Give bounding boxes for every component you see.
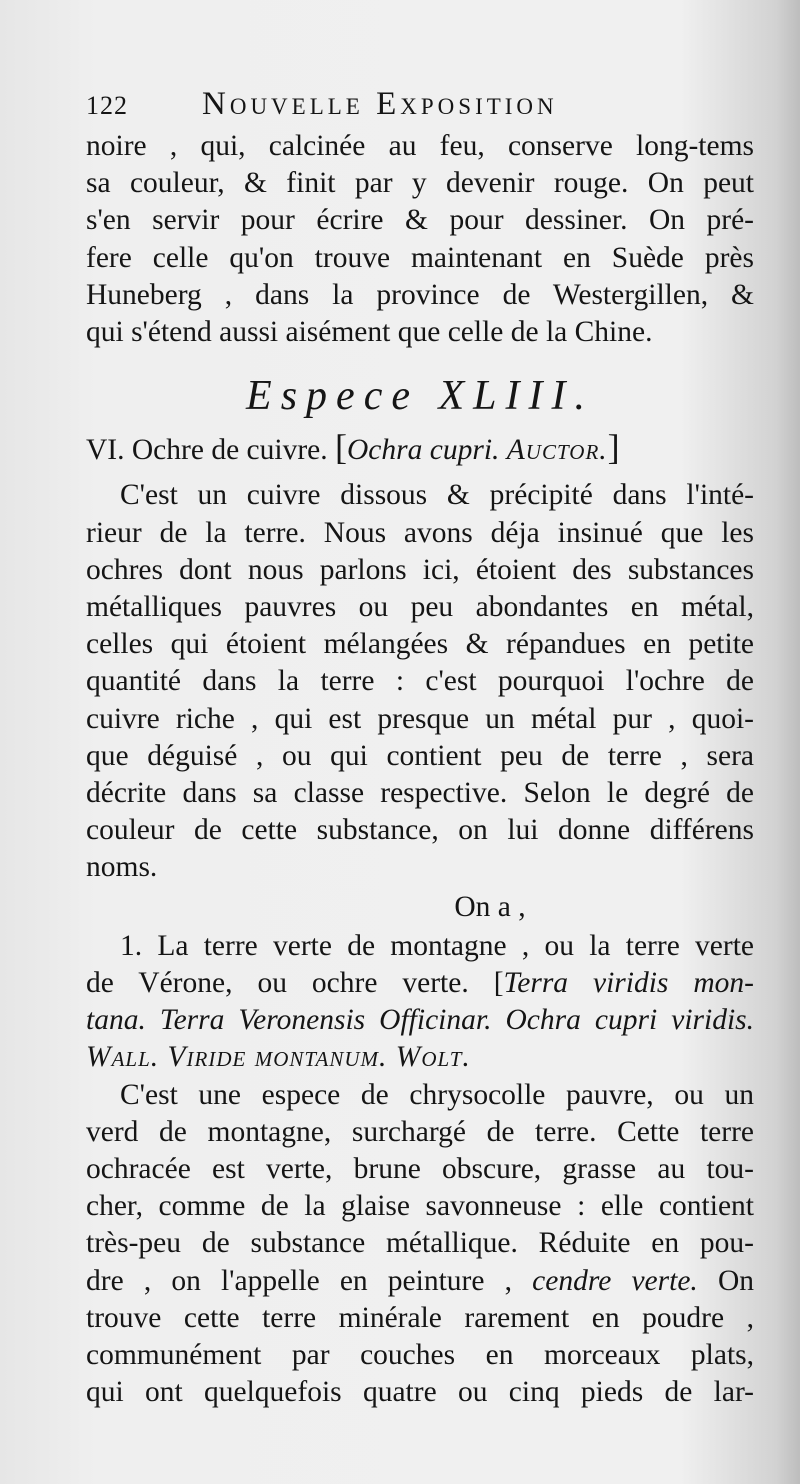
text-line: ochracée est verte, brune obscure, grasse au tou-	[86, 1153, 754, 1186]
text-line: sa couleur, & finit par y devenir rouge. On peut	[86, 167, 754, 200]
text-line: noms.	[86, 851, 158, 884]
cendre-verte: cendre verte.	[532, 1264, 698, 1297]
text-line: qui ont quelquefois quatre ou cinq pieds de lar-	[86, 1376, 754, 1409]
text-line: communément par couches en morceaux plats,	[86, 1339, 754, 1372]
item-1-name: de Vérone, ou ochre verte.	[86, 967, 469, 1000]
text-line: trouve cette terre minérale rarement en poudre ,	[86, 1301, 754, 1334]
text-line: verd de montagne, surchargé de terre. Cette terre	[86, 1115, 754, 1148]
text-line: fere celle qu'on trouve maintenant en Suède près	[86, 241, 754, 274]
section-heading	[86, 429, 754, 469]
page-header	[86, 86, 754, 128]
text-line: tana. Terra Veronensis Officinar. Ochra cupri viridis.	[86, 1004, 754, 1037]
text-line	[86, 1039, 754, 1076]
text-line	[86, 965, 754, 1002]
open-bracket: [	[493, 967, 504, 1000]
paragraph-main	[86, 477, 754, 886]
section-author: Auctor.	[506, 434, 608, 467]
section-number: VI. Ochre de cuivre.	[86, 434, 328, 467]
text-line: 1. La terre verte de montagne , ou la terre verte	[120, 929, 754, 962]
text-fragment: On	[717, 1264, 755, 1297]
page-text	[86, 86, 754, 1412]
paragraph-last	[86, 1077, 754, 1412]
text-line: cuivre riche , qui est presque un métal pur , quoi-	[86, 702, 754, 735]
close-bracket: ]	[607, 427, 620, 468]
on-a-heading: On a ,	[454, 890, 526, 923]
running-head: Nouvelle Exposition	[202, 86, 558, 122]
text-line: C'est une espece de chrysocolle pauvre, ou un	[120, 1078, 754, 1111]
species-heading: Espece XLIII.	[246, 373, 594, 420]
text-line: qui s'étend aussi aisément que celle de la Chine.	[86, 316, 653, 349]
item-1-latin: Terra viridis mon-	[503, 967, 755, 1000]
text-line: cher, comme de la glaise savonneuse : elle contient	[86, 1190, 754, 1223]
synonym-authors: Wall. Viride montanum. Wolt.	[86, 1041, 471, 1074]
open-bracket: [	[335, 427, 347, 468]
text-line: rieur de la terre. Nous avons déja insinué que les	[86, 516, 754, 549]
text-line: très-peu de substance métallique. Réduite en pou-	[86, 1227, 754, 1260]
text-line: s'en servir pour écrire & pour dessiner. On pré-	[86, 204, 754, 237]
spacer	[86, 469, 754, 477]
text-line: que déguisé , ou qui contient peu de terre , sera	[86, 739, 754, 772]
text-line: celles qui étoient mélangées & répandues en petite	[86, 628, 754, 661]
item-1	[86, 928, 754, 1077]
text-line: C'est un cuivre dissous & précipité dans l'inté-	[120, 479, 754, 512]
text-line: couleur de cette substance, on lui donne différens	[86, 814, 754, 847]
page-number: 122	[86, 91, 128, 120]
text-line: décrite dans sa classe respective. Selon le degré de	[86, 777, 754, 810]
text-line: métalliques pauvres ou peu abondantes en métal,	[86, 591, 754, 624]
text-line: quantité dans la terre : c'est pourquoi l'ochre de	[86, 665, 754, 698]
section-latin: Ochra cupri.	[347, 434, 500, 467]
paragraph-intro	[86, 128, 754, 351]
text-fragment: dre , on l'appelle en peinture ,	[86, 1264, 512, 1297]
text-line: Huneberg , dans la province de Westergillen, &	[86, 278, 754, 311]
text-line: ochres dont nous parlons ici, étoient des substances	[86, 553, 754, 586]
text-line	[86, 1263, 754, 1300]
text-line: noire , qui, calcinée au feu, conserve long-tems	[86, 130, 754, 162]
